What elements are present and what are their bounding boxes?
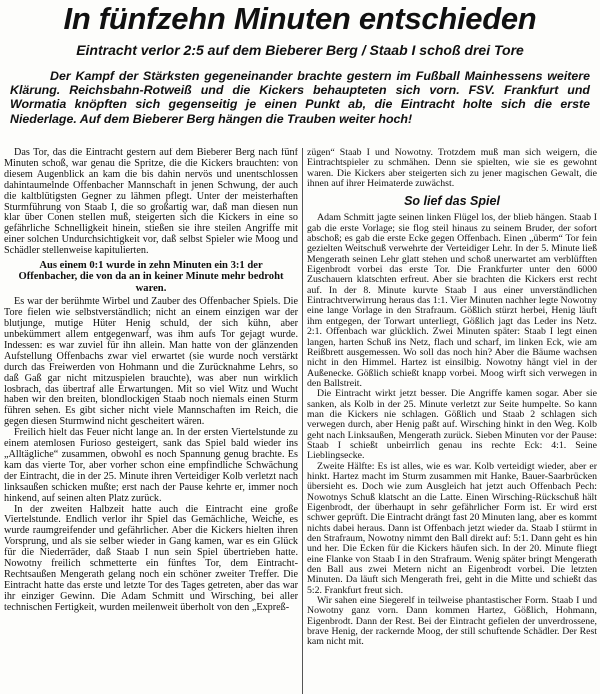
left-column [4, 148, 298, 694]
right-paragraph-5: Wir sahen eine Siegerelf in teilweise phantastischer Form. Staab I und Nowotny ganz vorn. Dann kommen Hartez, Gößlich, Hohmann, Eigenbrodt. Dann der Rest. Bei der Eintracht gefielen der unverdrossene, brave Henig, der rackernde Moog, der still schuftende Schädler. Der Rest kam nicht mit. [307, 595, 597, 648]
left-paragraph-3: Freilich hielt das Feuer nicht lange an. In der ersten Viertelstunde zu einem atemlosen Furioso gesteigert, sank das Spiel bald wieder ins „Alltägliche“ zusammen, obwohl es noch Spannung genug brachte. Es kam das vierte Tor, aber vorher schon eine empfindliche Schwächung der Eintracht, die in der 25. Minute ihren Verteidiger Kolb verletzt nach linksaußen schicken mußte; erst nach der Pause kehrte er, immer noch hinkend, auf seinen alten Platz zurück. [4, 427, 298, 504]
column-divider [302, 148, 303, 694]
right-subhead: So lief das Spiel [404, 194, 500, 209]
left-intertitle: Aus einem 0:1 wurde in zehn Minuten ein 3:1 der Offenbacher, die von da an in keiner Minute mehr bedroht waren. [18, 260, 284, 294]
left-paragraph-1: Das Tor, das die Eintracht gestern auf dem Bieberer Berg nach fünf Minuten schoß, war genau die Spritze, die die Kickers brauchten: von diesem Augenblick an kam die bis dahin nervös und unentschlossen dahintaumelnde Offenbacher Mannschaft in jenen Schwung, der auch die kaltblütigsten Gegner zu lähmen pflegt. Unter der meisterhaften Sturmführung von Staab I, die so großartig war, daß man diesen nun klar über Conen stellen muß, steigerten sich die Kickers in eine so gefährliche Schnelligkeit hinein, stießen sie ihre steilen Angriffe mit einer solchen Undurchsichtigkeit vor, daß selbst Spieler wie Moog und Schädler stellenweise kapitulierten. [4, 148, 298, 257]
right-paragraph-3: Die Eintracht wirkt jetzt besser. Die Angriffe kamen sogar. Aber sie sanken, als Kolb in der 25. Minute verletzt zur Seite humpelte. So kann man die Kickers nie schlagen. Gößlich und Staab 2 schlagen sich verwegen durch, aber Henig paßt auf. Wirsching hinkt in den Weg. Kolb geht nach Linksaußen, Mengerath zurück. Sieben Minuten vor der Pause: Staab I schießt unbeirrlich genau ins rechte Eck: 4:1. Seine Lieblingsecke. [307, 388, 597, 462]
right-column [307, 148, 597, 694]
left-paragraph-2: Es war der berühmte Wirbel und Zauber des Offenbacher Spiels. Die Tore fielen wie selbstverständlich; nicht an einem einzigen war der blutjunge, mutige Hüter Henig schuld, der sich kühn, aber unbekümmert allem entgegenwarf, was ihm aufs Tor gejagt wurde. Indessen: es war zuviel für ihn allein. Man hatte von der glänzenden Aufstellung Offenbachs zwar viel erwartet (sie wurde noch verstärkt durch das Freiwerden von Hohmann und die Zurücknahme Lehrs, so daß Gaß gar nicht mitzuspielen brauchte), was aber nun wirklich losbrach, das übertraf alle Erwartungen. Mit so viel Witz und Wucht haben wir den breiten, blondlockigen Staab noch niemals einen Sturm führen sehen. Es gibt sicher nicht viele Mannschaften im Reich, die gegen diesen Sturmwind nicht gescheitert wären. [4, 296, 298, 428]
subheadline: Eintracht verlor 2:5 auf dem Bieberer Berg / Staab I schoß drei Tore [76, 42, 524, 58]
right-paragraph-1: zügen“ Staab I und Nowotny. Trotzdem muß man sich weigern, die Eintrachtspieler zu schmähen. Denn sie spielten, wie sie es gewohnt waren. Die Kickers aber steigerten sich zu jener magischen Gewalt, die ihnen auf ihrer Heimaterde zuwächst. [307, 148, 597, 190]
lead-paragraph: Der Kampf der Stärksten gegeneinander brachte gestern im Fußball Mainhessens weitere Klärung. Reichsbahn-Rotweiß und die Kickers behaupteten sich vorn. FSV. Frankfurt und Wormatia knöpften sich gegenseitig je einen Punkt ab, die Eintracht holte sich die erste Niederlage. Auf dem Bieberer Berg hängen die Trauben weiter hoch! [10, 69, 590, 126]
right-paragraph-2: Adam Schmitt jagte seinen linken Flügel los, der blieb hängen. Staab I gab die erste Vorlage; sie flog steil hinaus zu seinem Bruder, der sofort abschoß; es gab die erste Ecke gegen Offenbach. Einen „überm“ Tor fein gezielten Weitschuß verwehrte der Verteidiger Lehr. In der 5. Minute ließ Mengerath seinen Lehr glatt stehen und schoß unerwartet am verblüfften Eigenbrodt vorbei das erste Tor. Die Frankfurter unter den 6000 Zuschauern klatschten erfreut. Aber sie brachten die Kickers erst recht auf. In der 8. Minute kurvte Staab I aus einer unverständlichen Eintrachtverwirrung heraus das 1:1. Vier Minuten nachher legte Nowotny eine lange Vorlage in den Strafraum. Gößlich stürzt herbei, Henig läuft ihm entgegen, der Torwart unterliegt, Gößlich jagt das Leder ins Netz. 2:1. Offenbach war glücklich. Zwei Minuten später: Staab I legt einen langen, harten Schuß ins Netz, flach und scharf, im linken Eck, wie am Reißbrett ausgemessen. Wo soll das noch hin? Aber die Bäume wachsen nicht in den Himmel. Hartez ist einsilbig. Nowotny hängt viel in der Außenecke. Gößlich schießt knapp vorbei. Moog wirft sich verwegen in den Ballstreit. [307, 212, 597, 389]
left-paragraph-4: In der zweiten Halbzeit hatte auch die Eintracht eine große Viertelstunde. Endlich verlor ihr Spiel das Gemächliche, Weiche, es wurde raumgreifender und gefährlicher. Aber die Kickers hielten ihren Vorsprung, und als sie selber wieder in Gang kamen, war es ein Glück für die Niederräder, daß Staab I nun sein Spiel übertrieben hatte. Nowotny freilich schmetterte ein fünftes Tor, dem Eintracht-Rechtsaußen Mengerath gelang noch ein schöner zweiter Treffer. Die Eintracht hatte das erste und letzte Tor des Tages getreten, aber das war ihr einziger Gewinn. Die Adam Schmitt und Wirsching, bei aller technischen Fertigkeit, wurden meilenweit überholt von den „Expreß- [4, 503, 298, 613]
right-paragraph-4: Zweite Hälfte: Es ist alles, wie es war. Kolb verteidigt wieder, aber er hinkt. Hartez macht im Sturm zusammen mit Hanke, Bauer-Saarbrücken übersieht es. Doch wie zum Ausgleich hat jetzt auch Offenbach Pech: Nowotnys Schuß klatscht an die Latte. Einen Wirsching-Rückschuß hält Eigenbrodt, der überhaupt in sehr gefährlicher Form ist. Er wird erst schwer geprüft. Die Eintracht drängt fast 20 Minuten lang, aber es kommt nichts dabei heraus. Dann ist Offenbach jetzt wieder da. Staab I stürmt in den Strafraum, Nowotny nimmt den Ball direkt auf: 5:1. Dann geht es hin und her. Die Ecken für die Kickers häufen sich. In der 20. Minute fliegt eine Flanke von Staab I in den Strafraum. Wenig später bringt Mengerath den Ball aus zwei Metern nicht an Eigenbrodt vorbei. Die letzten Minuten. Da läuft sich Mengerath frei, geht in die Mitte und schießt das 5:2. Frankfurt freut sich. [307, 460, 597, 596]
headline: In fünfzehn Minuten entschieden [63, 1, 537, 36]
